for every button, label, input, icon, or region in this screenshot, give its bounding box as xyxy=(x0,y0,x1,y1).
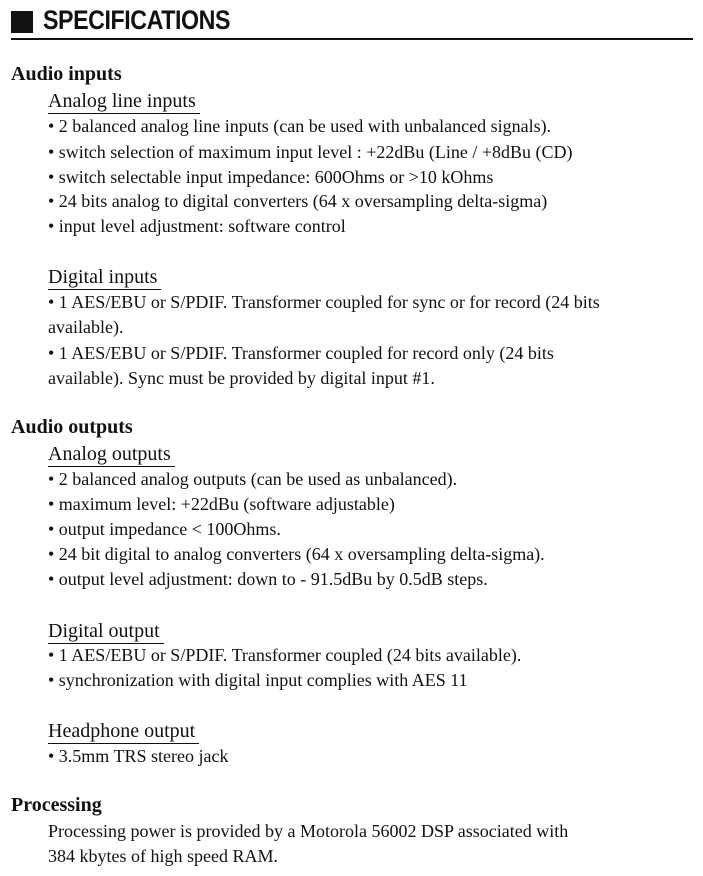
list-item: • 1 AES/EBU or S/PDIF. Transformer coupled for record only (24 bits xyxy=(48,343,554,363)
subheading-headphone-output: Headphone output xyxy=(48,719,199,744)
subheading-digital-output: Digital output xyxy=(48,619,164,644)
list-item: • output impedance < 100Ohms. xyxy=(48,519,281,539)
list-item: • 2 balanced analog outputs (can be used as unbalanced). xyxy=(48,469,458,489)
page-title: SPECIFICATIONS xyxy=(43,5,231,35)
list-item: • 1 AES/EBU or S/PDIF. Transformer coupled for sync or for record (24 bits xyxy=(48,292,600,312)
section-heading-processing: Processing xyxy=(11,794,102,816)
list-item: • 3.5mm TRS stereo jack xyxy=(48,746,229,766)
paragraph-line: Processing power is provided by a Motorola 56002 DSP associated with xyxy=(48,821,569,841)
list-item: • 24 bits analog to digital converters (64 x oversampling delta-sigma) xyxy=(48,191,548,211)
list-item: • 1 AES/EBU or S/PDIF. Transformer coupled (24 bits available). xyxy=(48,645,522,665)
title-square-icon xyxy=(11,11,33,33)
list-item-continuation: available). xyxy=(48,317,124,337)
list-item: • maximum level: +22dBu (software adjustable) xyxy=(48,494,395,514)
subheading-analog-line-inputs: Analog line inputs xyxy=(48,89,200,114)
section-heading-audio-inputs: Audio inputs xyxy=(11,63,122,85)
list-item-continuation: available). Sync must be provided by digital input #1. xyxy=(48,368,435,388)
page-title-bar xyxy=(11,5,693,40)
list-item: • switch selection of maximum input level : +22dBu (Line / +8dBu (CD) xyxy=(48,142,573,162)
list-item: • input level adjustment: software control xyxy=(48,216,346,236)
subheading-digital-inputs: Digital inputs xyxy=(48,265,161,290)
subheading-analog-outputs: Analog outputs xyxy=(48,442,175,467)
section-heading-audio-outputs: Audio outputs xyxy=(11,416,133,438)
list-item: • output level adjustment: down to - 91.5dBu by 0.5dB steps. xyxy=(48,569,488,589)
list-item: • 2 balanced analog line inputs (can be used with unbalanced signals). xyxy=(48,116,552,136)
paragraph-line: 384 kbytes of high speed RAM. xyxy=(48,846,278,866)
list-item: • switch selectable input impedance: 600Ohms or >10 kOhms xyxy=(48,167,494,187)
list-item: • synchronization with digital input complies with AES 11 xyxy=(48,670,468,690)
list-item: • 24 bit digital to analog converters (64 x oversampling delta-sigma). xyxy=(48,544,545,564)
